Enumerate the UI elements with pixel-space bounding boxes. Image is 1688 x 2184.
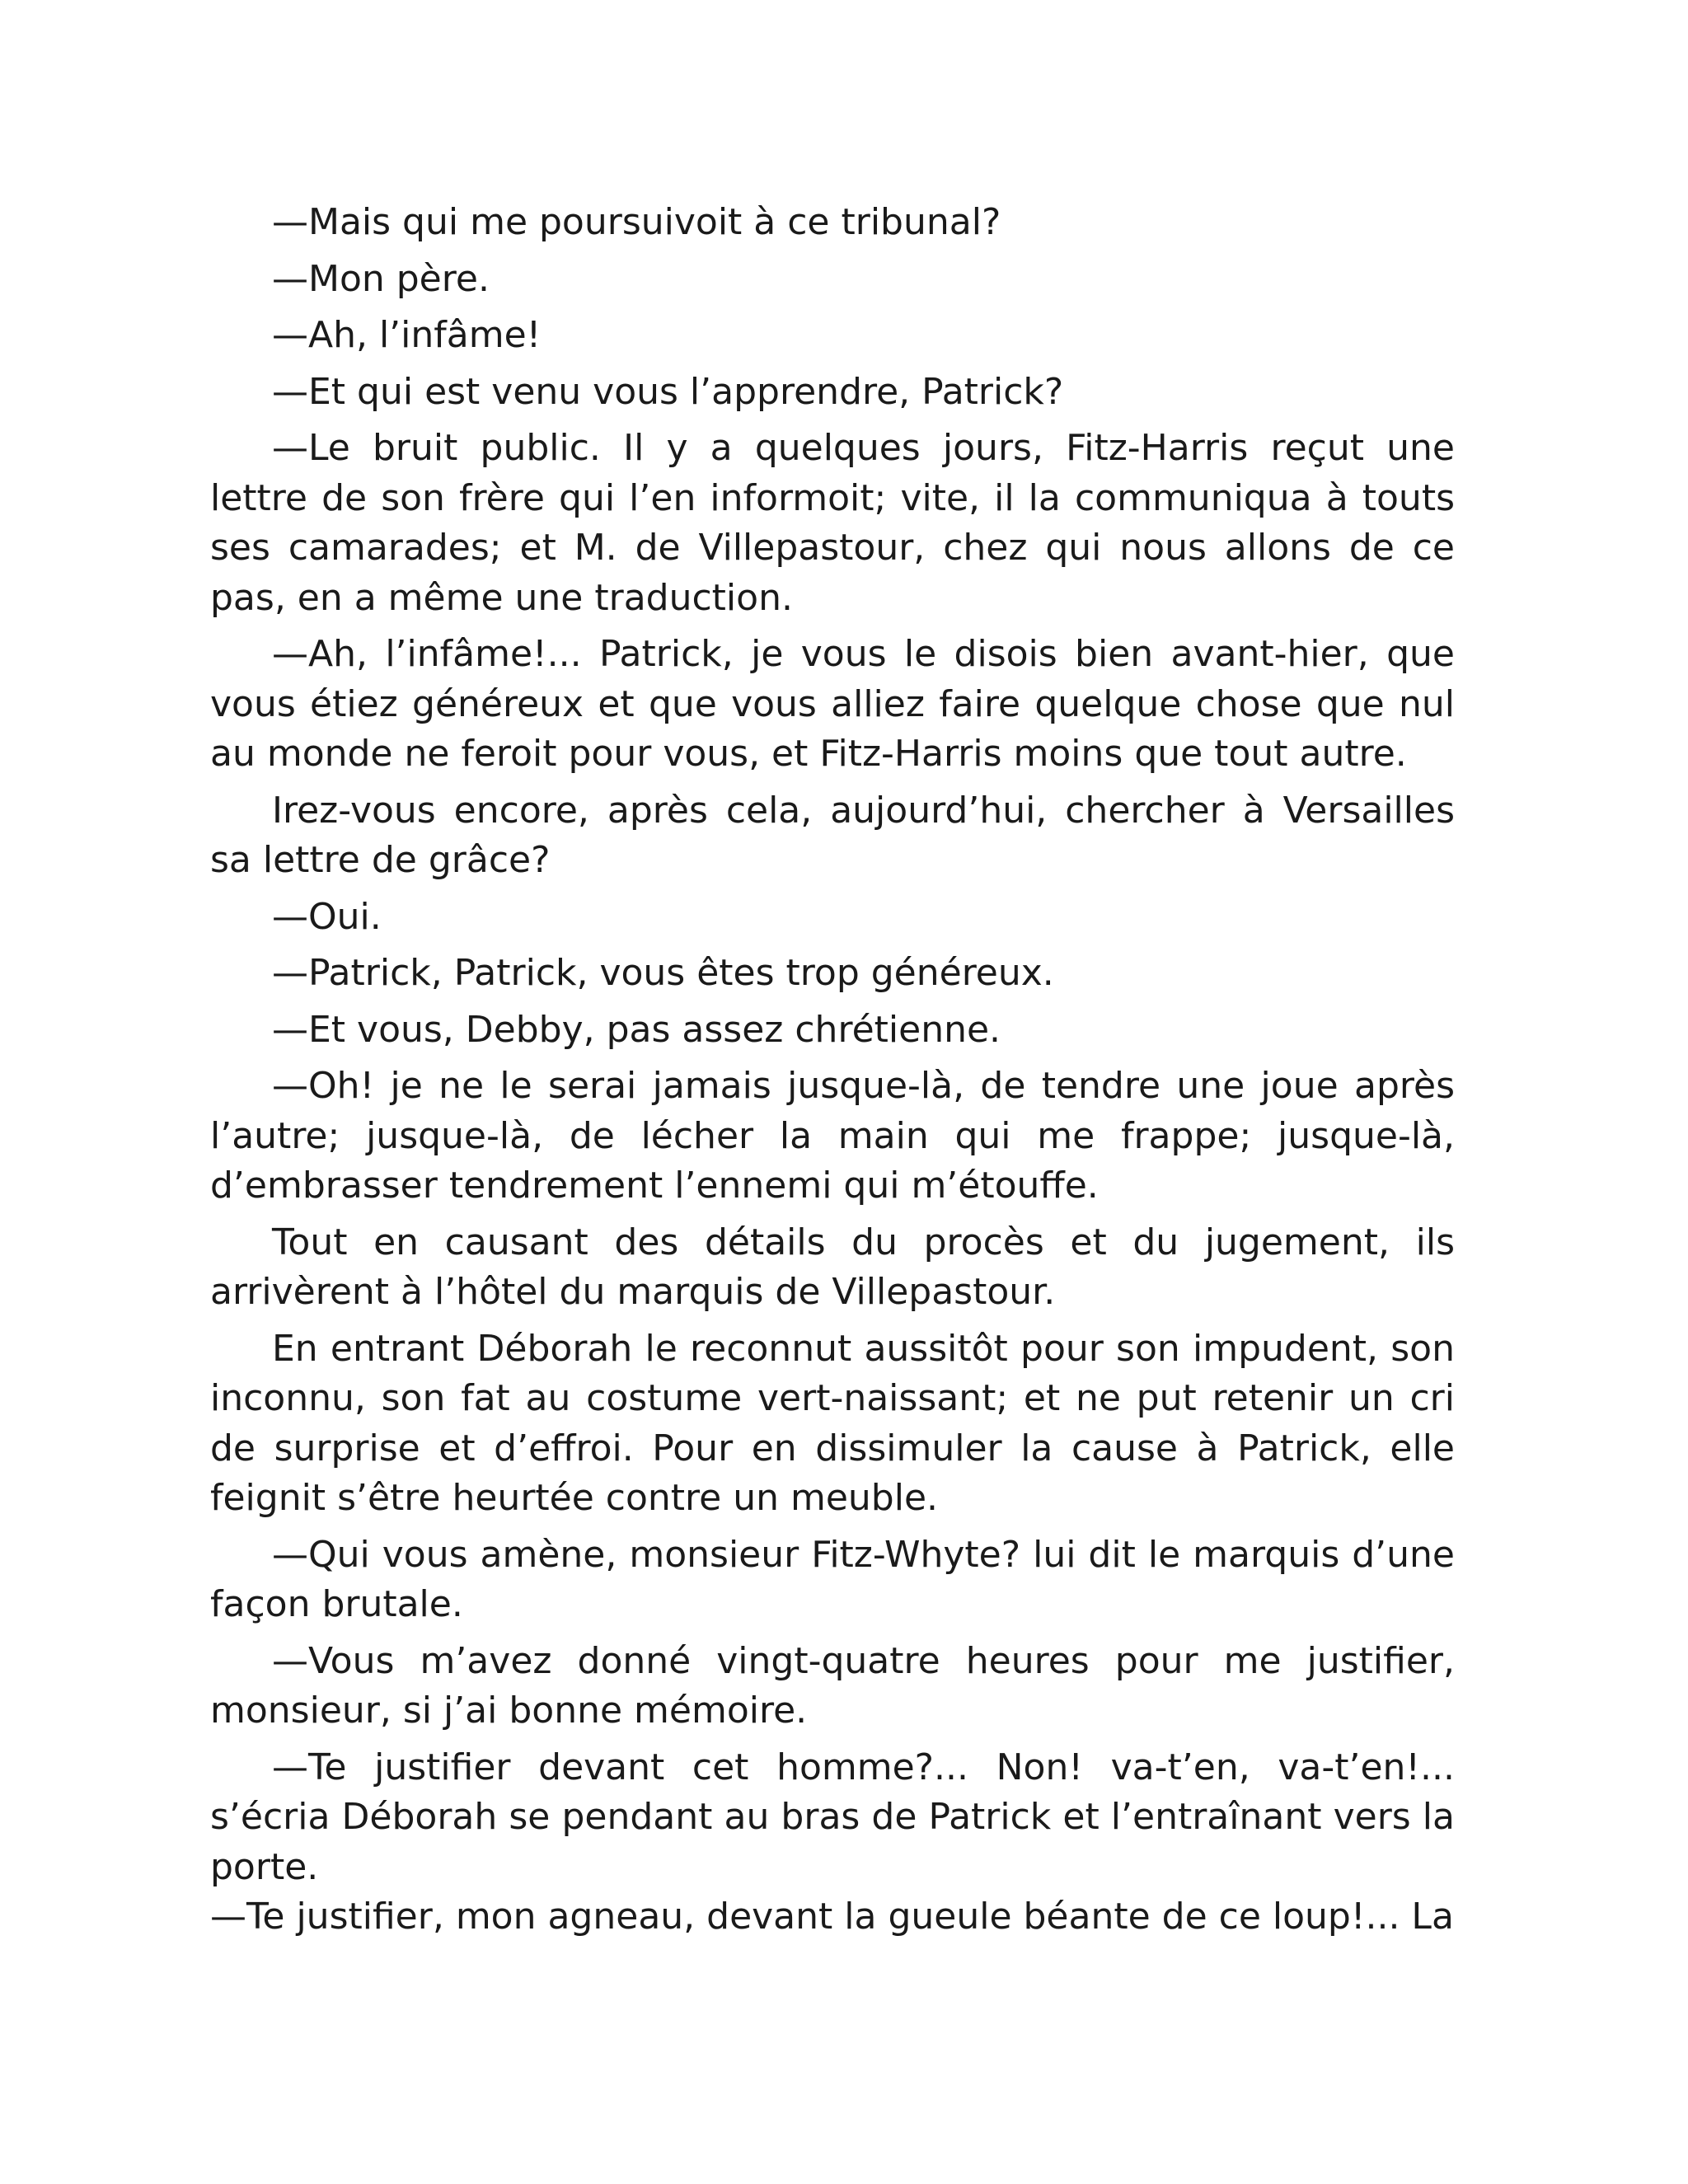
paragraph: Irez-vous encore, après cela, aujourd’hui, chercher à Versailles sa lettre de grâce? bbox=[210, 789, 1455, 881]
paragraph: —Le bruit public. Il y a quelques jours, Fitz-Harris reçut une lettre de son frère qui l’en informoit; vite, il la communiqua à touts ses camarades; et M. de Villepastour, chez qui nous allons de ce pas, en a même une traduction. bbox=[210, 427, 1455, 619]
paragraph: —Oui. bbox=[272, 895, 382, 938]
book-page bbox=[210, 198, 1455, 1949]
paragraph: —Mon père. bbox=[272, 257, 490, 300]
paragraph: —Te justifier devant cet homme?... Non! va-t’en, va-t’en!... s’écria Déborah se pendant au bras de Patrick et l’entraînant vers la porte. bbox=[210, 1746, 1455, 1888]
paragraph: Tout en causant des détails du procès et du jugement, ils arrivèrent à l’hôtel du marquis de Villepastour. bbox=[210, 1221, 1455, 1313]
paragraph: —Ah, l’infâme! bbox=[272, 314, 542, 356]
paragraph: —Ah, l’infâme!... Patrick, je vous le disois bien avant-hier, que vous étiez généreux et que vous alliez faire quelque chose que nul au monde ne feroit pour vous, et Fitz-Harris moins que tout autre. bbox=[210, 633, 1455, 775]
paragraph: —Patrick, Patrick, vous êtes trop généreux. bbox=[272, 952, 1054, 994]
paragraph: —Vous m’avez donné vingt-quatre heures pour me justifier, monsieur, si j’ai bonne mémoire. bbox=[210, 1639, 1455, 1732]
paragraph: —Et qui est venu vous l’apprendre, Patrick? bbox=[272, 370, 1064, 413]
paragraph: —Te justifier, mon agneau, devant la gueule béante de ce loup!... La bbox=[210, 1896, 1454, 1938]
paragraph: —Et vous, Debby, pas assez chrétienne. bbox=[272, 1008, 1001, 1051]
paragraph: —Oh! je ne le serai jamais jusque-là, de tendre une joue après l’autre; jusque-là, de lécher la main qui me frappe; jusque-là, d’embrasser tendrement l’ennemi qui m’étouffe. bbox=[210, 1065, 1455, 1207]
paragraph: —Mais qui me poursuivoit à ce tribunal? bbox=[272, 201, 1001, 243]
paragraph: En entrant Déborah le reconnut aussitôt pour son impudent, son inconnu, son fat au costume vert-naissant; et ne put retenir un cri de surprise et d’effroi. Pour en dissimuler la cause à Patrick, elle feignit s’être heurtée contre un meuble. bbox=[210, 1327, 1455, 1519]
paragraph: —Qui vous amène, monsieur Fitz-Whyte? lui dit le marquis d’une façon brutale. bbox=[210, 1533, 1455, 1625]
